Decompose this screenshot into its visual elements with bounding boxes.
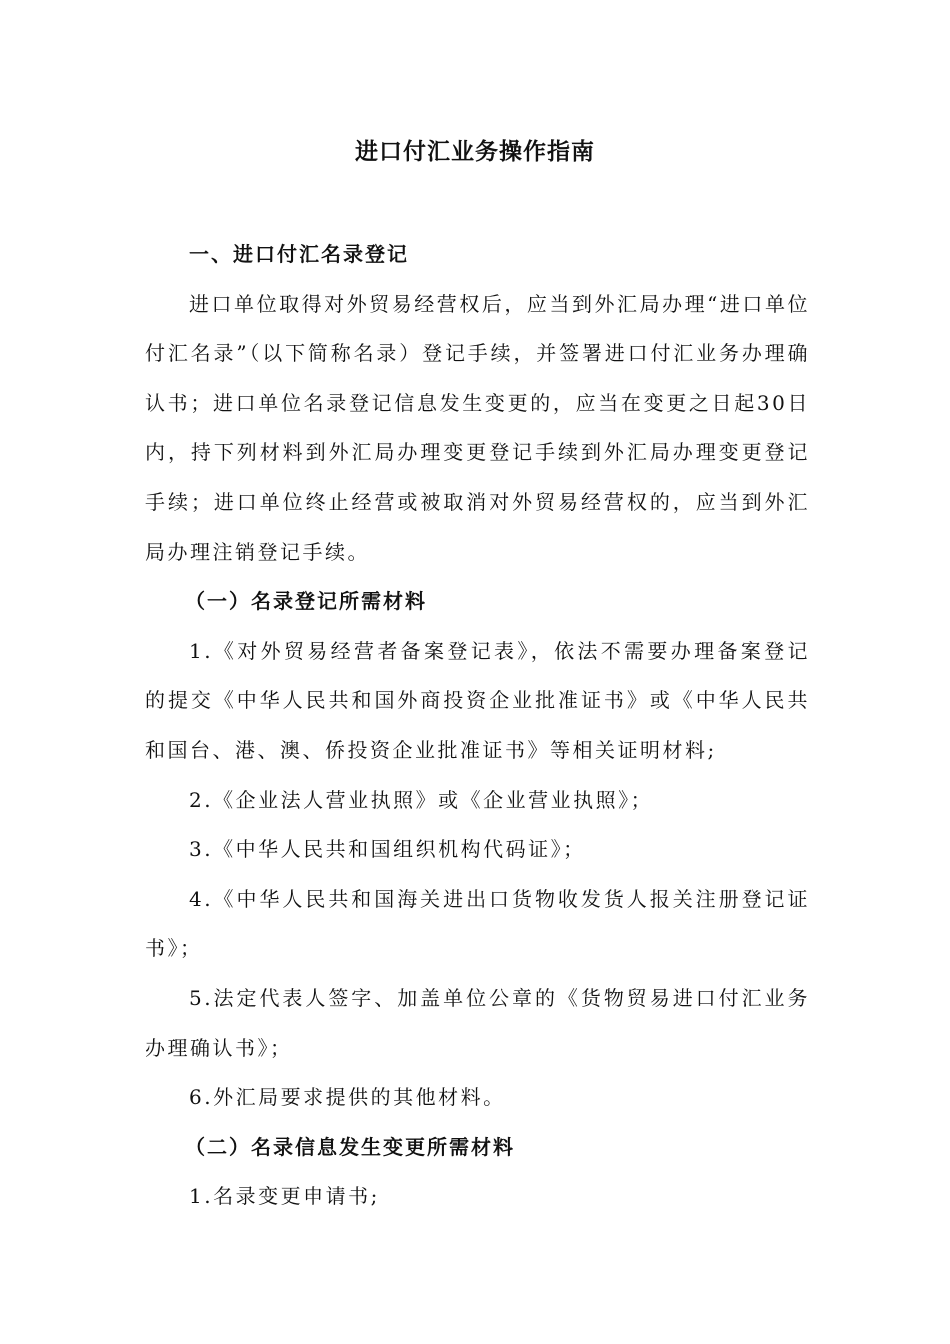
list-item: 5.法定代表人签字、加盖单位公章的《货物贸易进口付汇业务办理确认书》； [145,985,810,1060]
list-item: 3.《中华人民共和国组织机构代码证》； [189,837,586,862]
document-title: 进口付汇业务操作指南 [355,139,595,165]
list-item: 2.《企业法人营业执照》或《企业营业执照》； [189,787,654,812]
document-body [145,230,810,1222]
list-item: 1.名录变更申请书; [189,1184,380,1209]
section-intro-paragraph: 进口单位取得对外贸易经营权后，应当到外汇局办理“进口单位付汇名录”（以下简称名录）登记手续，并签署进口付汇业务办理确认书；进口单位名录登记信息发生变更的，应当在变更之日起30日内，持下列材料到外汇局办理变更登记手续到外汇局办理变更登记手续；进口单位终止经营或被取消对外贸易经营权的，应当到外汇局办理注销登记手续。 [145,291,810,564]
subsection-heading-registration-materials: （一）名录登记所需材料 [185,589,427,614]
list-item: 1.《对外贸易经营者备案登记表》，依法不需要办理备案登记的提交《中华人民共和国外商投资企业批准证书》或《中华人民共和国台、港、澳、侨投资企业批准证书》等相关证明材料; [145,638,810,762]
subsection-heading-change-materials: （二）名录信息发生变更所需材料 [185,1134,515,1159]
list-item: 4.《中华人民共和国海关进出口货物收发货人报关注册登记证书》； [145,886,810,961]
list-item: 6.外汇局要求提供的其他材料。 [189,1085,506,1110]
section-heading: 一、进口付汇名录登记 [189,242,409,266]
